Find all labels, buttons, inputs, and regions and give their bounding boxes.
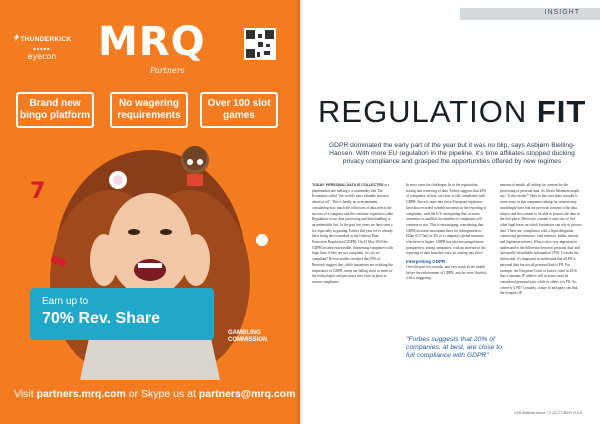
headline-light: REGULATION [318,94,537,129]
column-2-text-2: Over the past few months, and very much in the month before the enforcement of GDPR, articles were flooded, with a staggering [406,264,487,281]
bolt-icon [13,34,20,41]
visit-mid: or Skype us at [125,388,199,400]
brand-wordmark: MRQ [98,19,206,65]
email-link[interactable]: partners@mrq.com [198,388,296,400]
headline-bold: FIT [536,94,587,129]
subheading: Interpreting GDPR [406,259,446,265]
svg-text:7: 7 [30,179,46,204]
eyecon-logo: eyecon [27,52,57,61]
rating-dots-icon: ■■■■■ [33,46,51,51]
sponsor-logos [12,34,72,61]
column-2-text: In most cases the challenges lie in the registration, storing and retrieving of data. Forbes suggests that 20% of companies, at best, are close to full compliance with GDPR. Since it came into force, European regulators have also recorded sizeable increases in the reporting of complaints, with the ICO anticipating that, as more awareness is instilled, the number of complaints will continue to rise. This is encouraging, considering that GDPR increases maximum fines for infringement to €20m (£17.9m) or 4% of a company's global turnover, whichever is higher. GDPR has also encouraged more transparency among companies, with an increase in the reporting of data breaches since its coming into force. [406,183,487,256]
feature-badge-wagering: No wagering requirements [110,92,188,128]
page-folio: iGB Affiliate Issue 71 OCTOBER 2018 [514,410,582,415]
earn-label: Earn up to [42,296,89,307]
body-column-2 [406,183,488,331]
section-label: INSIGHT [544,9,580,16]
body-column-1 [312,183,394,378]
publisher-name: THUNDERKICK [20,36,72,43]
website-link[interactable]: partners.mrq.com [36,388,126,400]
standfirst: GDPR dominated the early part of the year but it was no blip, says Asbjørn Bielling-Hansen. With more EU regulation in the pipeline, it's time affiliates stopped ducking privacy compliance and grasped the opportunities offered by new regimes [328,142,576,165]
visit-prefix: Visit [14,388,37,400]
feature-badge-bingo: Brand new bingo platform [16,92,94,128]
gambling-label: GAMBLING [228,330,261,336]
rev-share-value: 70% Rev. Share [42,310,160,327]
body-column-3 [500,183,582,378]
lead-in: TODAY, PERSONAL DATA IS COLLECTED [312,183,384,187]
contact-text [14,388,295,400]
thunderkick-logo [12,34,72,43]
feature-badge-slots: Over 100 slot games [200,92,278,128]
pull-quote: "Forbes suggests that 20% of companies, at best, are close to full compliance with GDPR" [406,336,502,359]
commission-label: COMMISSION [228,337,268,343]
mrq-logo [98,19,208,82]
qr-code-icon[interactable] [244,28,276,60]
brand-subtitle: Partners [150,66,185,75]
column-1-text: at a phenomenal rate making it a commodity that The Economist called "the world's most valuable resource ahead of oil". This is hardly an overstatement, considering how much the collection of data affects the success of a company and the customer experience alike. Regulation of our data processing and data handling is an undeniable fact. In the past few years we have seen a lot, especially in gaming. Earlier this year we've already been living above marked as the General Data Protection Regulation (GDPR). On 25 May 2018 the GDPR became enforceable, threatening companies with huge fines if they are not compliant. So, are we compliant? Recent studies revealed that 85% of Research suggest that, while businesses are realising the importance of GDPR, many are falling short in terms of the technologies and processes they have in place to ensure compliance. [312,183,394,284]
contact-footer [0,380,300,424]
gambling-commission-logo [228,330,288,344]
column-3-text: amount of emails, all asking for consent for the processing of personal data. As Alexis Mountain might say, "Is this inside?" Only in this case there actually is some irony in that companies asking for consent may unwittingly have had the previous consent of the data subject and the consent to be able to process the data in the first place. Moreover, consent is only one of five other legal bases on which businesses can rely to process data. These are: compliance with a legal obligation, contractual performance, vital interests, public interest, and legitimate interest. What is also very important to understand is the difference between 'personal data' and 'personally identifiable information' (PII). To make the distinction, it's important to understand that all PII is personal data but not all personal data is PII. For example, the European Court of Justice ruled in 2016 that a dynamic IP address will in some cases be considered personal data, while in others it is PII. So, where is it PII? Certainly, it may fit and party can link the dynamic IP [500,183,582,296]
revenue-share-banner [30,288,214,340]
page-gutter [296,0,304,424]
article-page [300,0,600,424]
headline [318,94,586,130]
